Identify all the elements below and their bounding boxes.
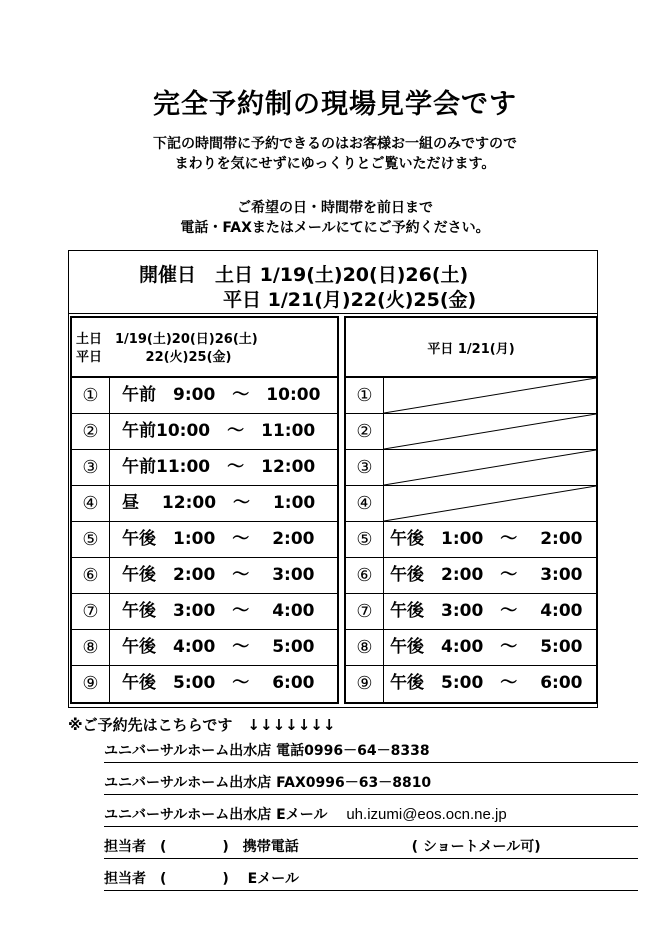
contact-email-address[interactable]: uh.izumi@eos.ocn.ne.jp xyxy=(346,806,507,823)
contact-fax-text: ユニバーサルホーム出水店 FAX0996－63－8810 xyxy=(104,775,432,791)
slot-number: ⑧ xyxy=(346,630,384,665)
intro-text xyxy=(0,134,670,174)
slot-time: 午前10:00 ～ 11:00 xyxy=(122,421,316,441)
slot-row xyxy=(72,522,337,558)
intro-line-2: まわりを気にせずにゆっくりとご覧いただけます。 xyxy=(174,156,496,172)
slot-number: ③ xyxy=(346,450,384,485)
slot-time: 午後 3:00 ～ 4:00 xyxy=(122,601,315,621)
slot-time: 午後 4:00 ～ 5:00 xyxy=(122,637,315,657)
intro-line-4: 電話・FAXまたはメールにてにご予約ください。 xyxy=(180,220,490,236)
right-panel-header xyxy=(346,318,596,378)
slot-number: ③ xyxy=(72,450,110,485)
event-dates-weekday: 平日 1/21(月)22(火)25(金) xyxy=(223,289,477,311)
reservation-instructions xyxy=(0,198,670,238)
contact-fax-line xyxy=(104,772,638,795)
right-schedule-panel xyxy=(344,316,598,704)
event-dates-weekend: 開催日 土日 1/19(土)20(日)26(土) xyxy=(139,264,469,286)
slot-number: ⑨ xyxy=(346,666,384,702)
slot-row xyxy=(346,666,596,702)
slot-time: 午前11:00 ～ 12:00 xyxy=(122,457,316,477)
contact-phone-text: ユニバーサルホーム出水店 電話0996－64－8338 xyxy=(104,743,430,759)
right-header-label: 平日 1/21(月) xyxy=(427,342,515,357)
slot-number: ④ xyxy=(346,486,384,521)
slot-row xyxy=(346,558,596,594)
slot-time: 午前 9:00 ～ 10:00 xyxy=(122,385,321,405)
slot-number: ⑨ xyxy=(72,666,110,702)
staff-mobile-label: 担当者 ( ) 携帯電話 xyxy=(104,839,299,855)
unavailable-slash xyxy=(384,450,596,485)
page-title: 完全予約制の現場見学会です xyxy=(153,89,517,120)
slot-row xyxy=(346,414,596,450)
slot-number: ④ xyxy=(72,486,110,521)
slot-row xyxy=(72,450,337,486)
slot-time: 昼 12:00 ～ 1:00 xyxy=(122,493,316,513)
slot-number: ⑦ xyxy=(72,594,110,629)
slot-number: ⑥ xyxy=(346,558,384,593)
slot-row xyxy=(72,594,337,630)
slot-number: ① xyxy=(346,378,384,413)
slot-time: 午後 1:00 ～ 2:00 xyxy=(122,529,315,549)
slot-number: ② xyxy=(346,414,384,449)
slot-row xyxy=(72,486,337,522)
intro-line-3: ご希望の日・時間帯を前日まで xyxy=(237,200,433,216)
slot-number: ⑤ xyxy=(346,522,384,557)
left-panel-header xyxy=(72,318,337,378)
slot-number: ⑦ xyxy=(346,594,384,629)
unavailable-slash xyxy=(384,414,596,449)
slot-time: 午後 2:00 ～ 3:00 xyxy=(390,565,583,585)
slot-time: 午後 2:00 ～ 3:00 xyxy=(122,565,315,585)
staff-email-label: 担当者 ( ) Eメール xyxy=(104,871,299,887)
slot-time: 午後 5:00 ～ 6:00 xyxy=(390,673,583,693)
slot-row xyxy=(346,450,596,486)
slot-time: 午後 3:00 ～ 4:00 xyxy=(390,601,583,621)
contact-email-label: ユニバーサルホーム出水店 Eメール xyxy=(104,807,328,823)
contact-phone-line xyxy=(104,740,638,763)
slot-time: 午後 1:00 ～ 2:00 xyxy=(390,529,583,549)
slot-number: ⑥ xyxy=(72,558,110,593)
slot-time: 午後 4:00 ～ 5:00 xyxy=(390,637,583,657)
left-schedule-panel xyxy=(70,316,339,704)
slot-number: ⑧ xyxy=(72,630,110,665)
slot-row xyxy=(346,594,596,630)
slot-row xyxy=(72,558,337,594)
slot-row xyxy=(346,378,596,414)
left-header-line-2: 平日 22(火)25(金) xyxy=(76,350,232,365)
staff-email-line xyxy=(104,868,638,891)
slot-row xyxy=(346,486,596,522)
slot-row xyxy=(72,414,337,450)
contact-email-line xyxy=(104,804,638,827)
staff-mobile-note: ( ショートメール可) xyxy=(411,839,541,855)
slot-row xyxy=(72,378,337,414)
left-header-line-1: 土日 1/19(土)20(日)26(土) xyxy=(76,332,258,347)
slot-row xyxy=(72,630,337,666)
unavailable-slash xyxy=(384,486,596,521)
unavailable-slash xyxy=(384,378,596,413)
slot-row xyxy=(346,522,596,558)
slot-number: ① xyxy=(72,378,110,413)
intro-line-1: 下記の時間帯に予約できるのはお客様お一組のみですので xyxy=(153,136,517,152)
slot-row xyxy=(72,666,337,702)
event-dates xyxy=(69,251,597,314)
slot-row xyxy=(346,630,596,666)
slot-number: ⑤ xyxy=(72,522,110,557)
staff-mobile-line xyxy=(104,836,638,859)
slot-number: ② xyxy=(72,414,110,449)
contact-heading: ※ご予約先はこちらです ↓↓↓↓↓↓↓ xyxy=(68,716,336,734)
slot-time: 午後 5:00 ～ 6:00 xyxy=(122,673,315,693)
